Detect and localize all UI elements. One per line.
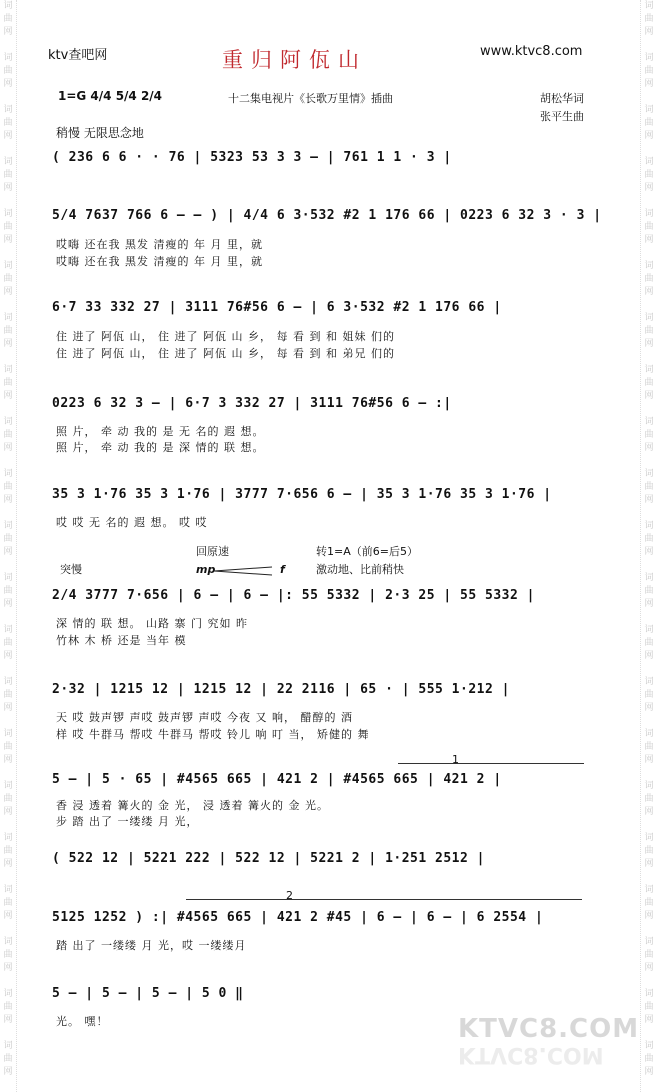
volta-2-number: 2 — [286, 889, 293, 902]
volta-1-number: 1 — [452, 753, 459, 766]
tempo-return-mark: 回原速 — [196, 545, 229, 558]
lyric-row-3b: 住 进了 阿佤 山， 住 进了 阿佤 山 乡， 每 看 到 和 弟兄 们的 — [56, 347, 395, 360]
notation-row-8: 5 – | 5 · 65 | #4565 665 | 421 2 | #4565 665 | 421 2 | — [52, 772, 502, 787]
notation-row-1: ( 236 6 6 · · 76 | 5323 53 3 3 – | 761 1 1 · 3 | — [52, 150, 452, 165]
lyric-row-6a: 深 情的 联 想。 山路 寨 门 究如 昨 — [56, 617, 248, 630]
site-url-right: www.ktvc8.com — [480, 44, 583, 59]
notation-row-3: 6·7 33 332 27 | 3111 76#56 6 – | 6 3·532 #2 1 176 66 | — [52, 300, 502, 315]
tempo-marking: 稍慢 无限思念地 — [56, 126, 144, 140]
lyric-row-3a: 住 进了 阿佤 山， 住 进了 阿佤 山 乡， 每 看 到 和 姐妹 们的 — [56, 330, 395, 343]
notation-row-9: ( 522 12 | 5221 222 | 522 12 | 5221 2 | 1·251 2512 | — [52, 851, 485, 866]
notation-row-6: 2/4 3777 7·656 | 6 – | 6 – |: 55 5332 | 2·3 25 | 55 5332 | — [52, 588, 535, 603]
sudden-slow-mark: 突慢 — [60, 563, 82, 576]
notation-row-5: 35 3 1·76 35 3 1·76 | 3777 7·656 6 – | 35 3 1·76 35 3 1·76 | — [52, 487, 552, 502]
expression-mark: 激动地、比前稍快 — [316, 563, 404, 576]
key-signature: 1=G 4/4 5/4 2/4 — [58, 89, 163, 103]
crescendo-hairpin — [214, 566, 274, 576]
volta-1-bracket — [398, 763, 584, 764]
lyricist-credit: 胡松华词 — [540, 92, 584, 105]
notation-row-11: 5 – | 5 – | 5 – | 5 0 ‖ — [52, 986, 244, 1001]
key-change-mark: 转1=A（前6=后5） — [316, 545, 418, 558]
lyric-row-10: 踏 出了 一缕缕 月 光，哎 一缕缕月 — [56, 939, 247, 952]
lyric-row-4b: 照 片， 牵 动 我的 是 深 情的 联 想。 — [56, 441, 265, 454]
notation-row-7: 2·32 | 1215 12 | 1215 12 | 22 2116 | 65 · | 555 1·212 | — [52, 682, 510, 697]
lyric-row-2b: 哎嗨 还在我 黑发 清瘦的 年 月 里，就 — [56, 255, 263, 268]
composer-credit: 张平生曲 — [540, 110, 584, 123]
lyric-row-6b: 竹林 木 桥 还是 当年 模 — [56, 634, 187, 647]
lyric-row-5: 哎 哎 无 名的 遐 想。 哎 哎 — [56, 516, 208, 529]
side-watermark-right: 词 曲 网 词 曲 网 词 曲 网 词 曲 网 词 曲 网 词 曲 网 词 曲 网 词 曲 网 词 曲 网 词 曲 网 词 曲 网 词 曲 网 词 曲 网 词 曲 网 词 曲 网 词 曲 网 词 曲 网 词 曲 网 词 曲 网 词 曲 网 词 曲 网 — [640, 0, 657, 1092]
side-watermark-left: 词 曲 网 词 曲 网 词 曲 网 词 曲 网 词 曲 网 词 曲 网 词 曲 网 词 曲 网 词 曲 网 词 曲 网 词 曲 网 词 曲 网 词 曲 网 词 曲 网 词 曲 网 词 曲 网 词 曲 网 词 曲 网 词 曲 网 词 曲 网 词 曲 网 — [0, 0, 17, 1092]
dynamic-f: f — [280, 563, 285, 576]
song-title: 重归阿佤山 — [222, 48, 367, 72]
dynamic-mp: mp — [196, 563, 216, 576]
lyric-row-8b: 步 踏 出了 一缕缕 月 光， — [56, 815, 199, 828]
lyric-row-7b: 样 哎 牛群马 帮哎 牛群马 帮哎 铃儿 响 叮 当， 矫健的 舞 — [56, 728, 370, 741]
site-name-left: ktv查吧网 — [48, 48, 108, 63]
volta-2-bracket — [186, 899, 582, 900]
notation-row-4: 0223 6 32 3 – | 6·7 3 332 27 | 3111 76#56 6 – :| — [52, 396, 452, 411]
watermark-logo: KTVC8.COM — [458, 1014, 640, 1044]
song-subtitle: 十二集电视片《长歌万里情》插曲 — [228, 92, 393, 105]
lyric-row-2a: 哎嗨 还在我 黑发 清瘦的 年 月 里，就 — [56, 238, 263, 251]
notation-row-2: 5/4 7637 766 6 – – ) | 4/4 6 3·532 #2 1 176 66 | 0223 6 32 3 · 3 | — [52, 208, 602, 223]
lyric-row-8a: 香 浸 透着 篝火的 金 光， 浸 透着 篝火的 金 光。 — [56, 799, 329, 812]
lyric-row-4a: 照 片， 牵 动 我的 是 无 名的 遐 想。 — [56, 425, 265, 438]
notation-row-10: 5125 1252 ) :| #4565 665 | 421 2 #45 | 6 – | 6 – | 6 2554 | — [52, 910, 544, 925]
lyric-row-7a: 天 哎 鼓声锣 声哎 鼓声锣 声哎 今夜 又 响， 醋醇的 酒 — [56, 711, 353, 724]
watermark-logo-reflection: KTVC8.COM — [458, 1042, 604, 1067]
lyric-row-11: 光。 嘿！ — [56, 1015, 109, 1028]
